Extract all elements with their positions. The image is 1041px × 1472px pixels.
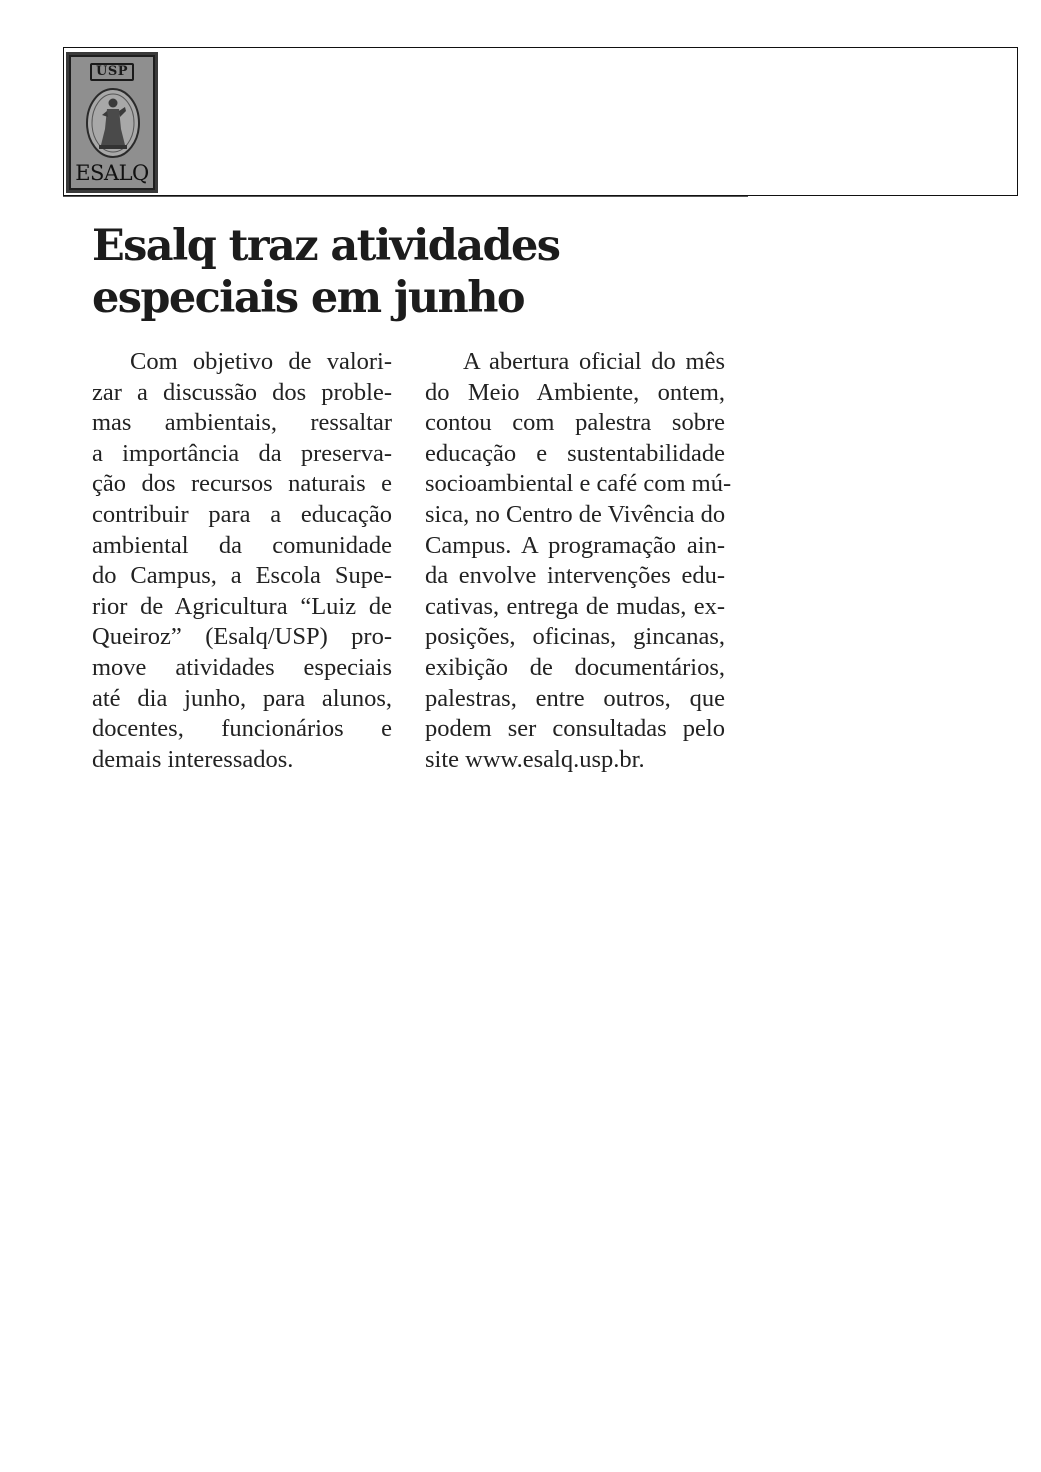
logo-panel (69, 55, 155, 190)
body-line: socioambiental e café com mú- (425, 470, 732, 498)
body-line: contribuir para a educação (92, 500, 392, 528)
logo-usp-text: USP (90, 63, 134, 81)
body-line: sica, no Centro de Vivência do (425, 500, 726, 528)
body-line: site www.esalq.usp.br. (425, 745, 645, 773)
logo-esalq-label: ESALQ (75, 161, 149, 185)
body-line: A abertura oficial do mês (463, 348, 725, 375)
body-line: do Meio Ambiente, ontem, (425, 378, 725, 406)
body-line: Com objetivo de valori- (130, 348, 392, 375)
body-line: da envolve intervenções edu- (425, 562, 725, 590)
body-line: exibição de documentários, (425, 653, 725, 681)
logo-esalq-text (71, 161, 153, 185)
body-line: contou com palestra sobre (425, 409, 725, 437)
article-column-right (425, 347, 732, 775)
article-column-left (92, 347, 392, 775)
body-line: mas ambientais, ressaltar (92, 409, 392, 437)
body-line: posições, oficinas, gincanas, (425, 623, 725, 651)
seal-figure-icon (85, 87, 141, 159)
headline-line-1: Esalq traz atividades (92, 221, 560, 271)
body-line: a importância da preserva- (92, 439, 392, 467)
body-line: cativas, entrega de mudas, ex- (425, 592, 725, 620)
header-frame (63, 47, 1018, 196)
article-headline (92, 220, 732, 324)
body-line: até dia junho, para alunos, (92, 684, 392, 712)
body-line: rior de Agricultura “Luiz de (92, 592, 392, 620)
usp-esalq-logo (66, 52, 158, 193)
body-line: move atividades especiais (92, 653, 392, 681)
body-line: do Campus, a Escola Supe- (92, 562, 392, 590)
body-line: palestras, entre outros, que (425, 684, 725, 712)
body-line: demais interessados. (92, 745, 294, 773)
header-divider (63, 196, 748, 197)
body-line: podem ser consultadas pelo (425, 715, 725, 743)
body-line: ambiental da comunidade (92, 531, 392, 559)
body-line: educação e sustentabilidade (425, 439, 725, 467)
body-line: docentes, funcionários e (92, 715, 392, 743)
body-line: Queiroz” (Esalq/USP) pro- (92, 623, 392, 651)
body-line: zar a discussão dos proble- (92, 378, 392, 406)
body-line: ção dos recursos naturais e (92, 470, 392, 498)
body-line: Campus. A programação ain- (425, 531, 725, 559)
headline-line-2: especiais em junho (92, 273, 524, 323)
